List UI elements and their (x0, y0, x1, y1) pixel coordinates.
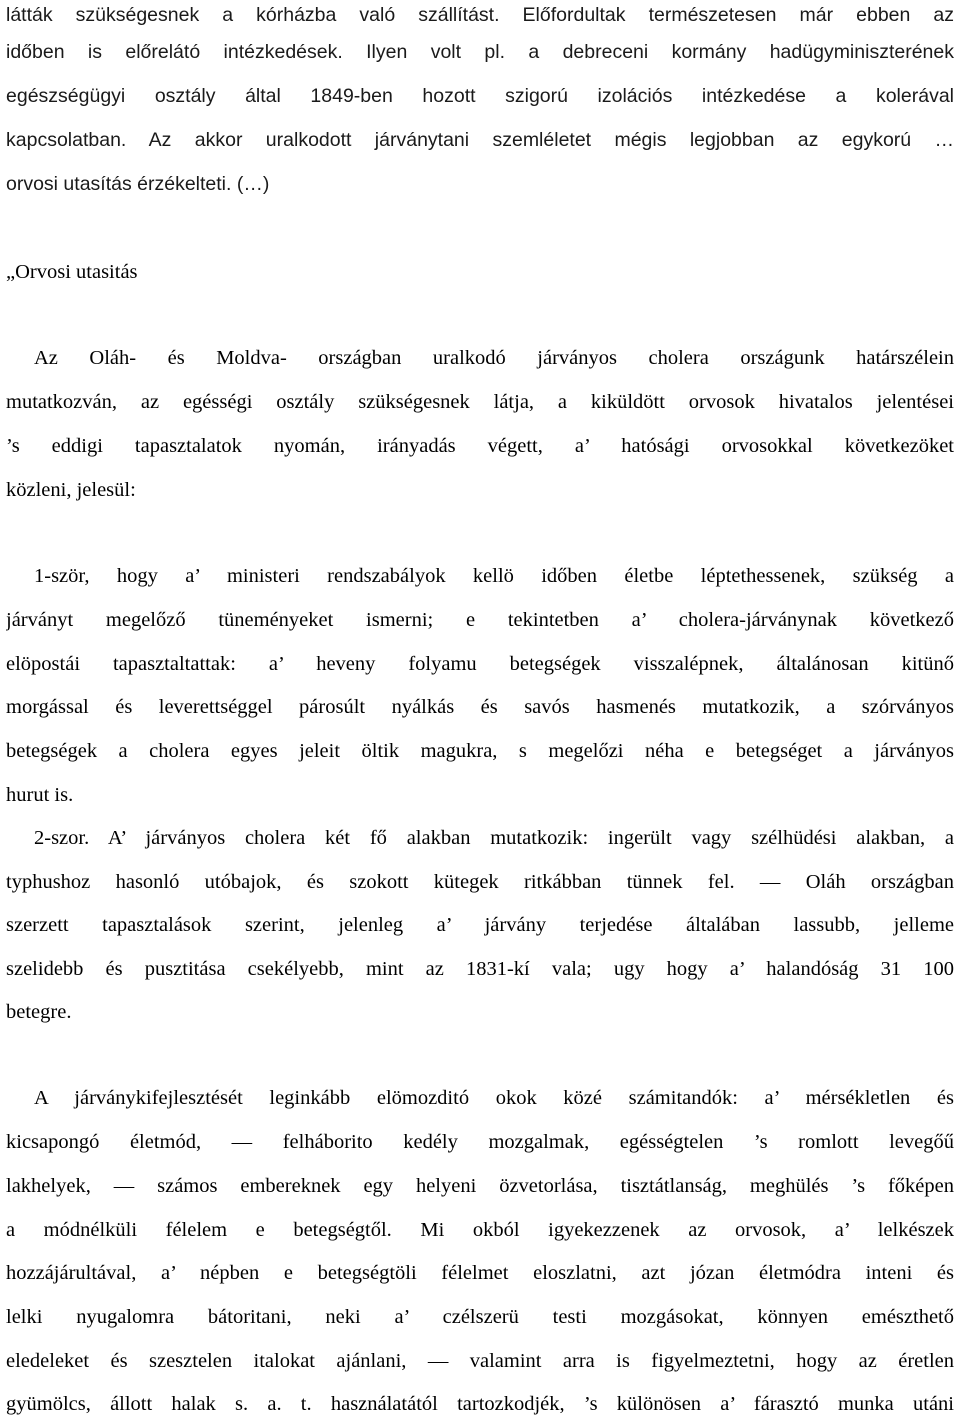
quote-p2-line: elöpostái tapasztaltattak: a’ heveny folyamu betegségek visszalépnek, általánosan kitünő (6, 653, 954, 675)
intro-line: kapcsolatban. Az akkor uralkodott járványtani szemléletet mégis legjobban az egykorú … (6, 129, 954, 151)
quote-p2-line: betegségek a cholera egyes jeleit öltik magukra, s megelőzi néha e betegséget a járványos (6, 740, 954, 762)
quote-p3-line: typhushoz hasonló utóbajok, és szokott kütegek ritkábban tünnek fel. — Oláh országban (6, 871, 954, 893)
quote-p4-line: hozzájárultával, a’ népben e betegségtöli félelmet eloszlatni, azt józan életmódra inteni és (6, 1262, 954, 1284)
quote-p1-line: ’s eddigi tapasztalatok nyomán, irányadás végett, a’ hatósági orvosokkal következöket (6, 435, 954, 457)
quote-p4-line: A járványkifejlesztését leginkább elömozditó okok közé számitandók: a’ mérsékletlen és (34, 1087, 954, 1109)
quote-p4-line: lelki nyugalomra bátoritani, neki a’ czélszerü testi mozgásokat, könnyen emészthető (6, 1306, 954, 1328)
quote-p2-line: morgással és leverettséggel párosúlt nyálkás és savós hasmenés mutatkozik, a szórványos (6, 696, 954, 718)
quote-p4-line: kicsapongó életmód, — felháborito kedély mozgalmak, egésségtelen ’s romlott levegőű (6, 1131, 954, 1153)
quote-p2-line: járványt megelőző tüneményeket ismerni; e tekintetben a’ cholera-járványnak következő (6, 609, 954, 631)
quote-p3-line: szerzett tapasztalások szerint, jelenleg a’ járvány terjedése általában lassubb, jelleme (6, 914, 954, 936)
quote-p1-line: mutatkozván, az egésségi osztály szükségesnek látja, a kiküldött orvosok hivatalos jelentései (6, 391, 954, 413)
quote-p4-line: eledeleket és szesztelen italokat ajánlani, — valamint arra is figyelmeztetni, hogy az éretlen (6, 1350, 954, 1372)
quote-p3-line: szelidebb és pusztitása csekélyebb, mint az 1831-kí vala; ugy hogy a’ halandóság 31 100 (6, 958, 954, 980)
intro-line: időben is előrelátó intézkedések. Ilyen volt pl. a debreceni kormány hadügyminiszterének (6, 41, 954, 63)
quote-p3-line: 2-szor. A’ járványos cholera két fő alakban mutatkozik: ingerült vagy szélhüdési alakban, a (34, 827, 954, 849)
intro-line: látták szükségesnek a kórházba való szállítást. Előfordultak természetesen már ebben az (6, 4, 954, 26)
quote-p4-line: gyümölcs, állott halak s. a. t. használatától tartozkodjék, ’s különösen a’ fárasztó munka utáni (6, 1393, 954, 1415)
quote-p1-line: Az Oláh- és Moldva- országban uralkodó járványos cholera országunk határszélein (34, 347, 954, 369)
quote-p2-line: hurut is. (6, 784, 74, 806)
intro-line: orvosi utasítás érzékelteti. (…) (6, 173, 270, 195)
quote-p1-line: közleni, jelesül: (6, 479, 136, 501)
quote-title: „Orvosi utasitás (6, 261, 138, 283)
quote-p2-line: 1-ször, hogy a’ ministeri rendszabályok kellö időben életbe léptethessenek, szükség a (34, 565, 954, 587)
quote-p4-line: lakhelyek, — számos embereknek egy helyeni özvetorlása, tisztátlanság, meghülés ’s főképen (6, 1175, 954, 1197)
quote-p4-line: a módnélküli félelem e betegségtől. Mi okból igyekezzenek az orvosok, a’ lelkészek (6, 1219, 954, 1241)
intro-line: egészségügyi osztály által 1849-ben hozott szigorú izolációs intézkedése a kolerával (6, 85, 954, 107)
quote-p3-line: betegre. (6, 1001, 72, 1023)
